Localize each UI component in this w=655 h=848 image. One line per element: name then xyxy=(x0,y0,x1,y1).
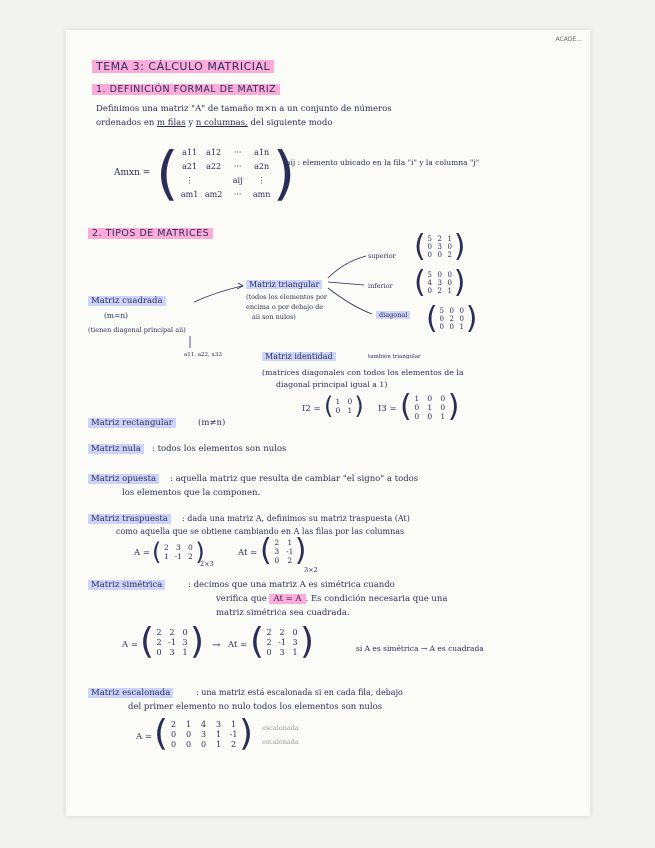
matrix-cell: 0 xyxy=(439,323,444,331)
matrix-cell: 3 xyxy=(182,637,188,647)
cuadrada-note: (tienen diagonal principal aii) xyxy=(88,326,186,334)
at-matrix xyxy=(260,533,307,568)
theme-title: TEMA 3: CÁLCULO MATRICIAL xyxy=(92,60,274,73)
matrix-cell: ⋮ xyxy=(257,175,266,185)
matrix-cell: 0 xyxy=(449,307,454,315)
esc-grid xyxy=(168,720,239,749)
definition-line1: Definimos una matriz "A" de tamaño m×n a un conjunto de números xyxy=(96,104,392,114)
matrix-cell: am1 xyxy=(180,189,199,199)
left-bracket: ( xyxy=(154,713,169,754)
matrix-cell: 1 xyxy=(182,647,188,657)
matrix-cell: 0 xyxy=(156,647,162,657)
cuadrada-eq: (m=n) xyxy=(104,311,129,320)
matrix-cell: -1 xyxy=(286,546,294,556)
matrix-cell: 0 xyxy=(459,307,464,315)
identidad-extra: también triangular xyxy=(368,354,421,360)
matrix-cell: 0 xyxy=(201,739,207,749)
matrix-cell: 2 xyxy=(287,555,293,565)
matrix-cell: 0 xyxy=(182,627,188,637)
matrix-cell: ⋮ xyxy=(185,175,194,185)
matrix-cell: 5 xyxy=(427,235,432,243)
matrix-cell: 0 xyxy=(266,647,272,657)
matrix-cell: a1n xyxy=(254,147,270,157)
matrix-cell: 0 xyxy=(437,251,442,259)
matrix-cell: 0 xyxy=(427,411,433,421)
matrix-cell: 0 xyxy=(171,729,177,739)
matrix-cell: 4 xyxy=(201,719,207,729)
aij-note: aij : elemento ubicado en la fila "i" y la columna "j" xyxy=(286,158,480,167)
matrix-cell: 3 xyxy=(201,729,207,739)
triangular-note-3: aii son nulos) xyxy=(252,313,296,321)
sim-note: si A es simétrica → A es cuadrada xyxy=(356,644,484,653)
matrix-cell: 0 xyxy=(437,271,442,279)
matrix-cell: 1 xyxy=(292,647,298,657)
section1-heading: 1. DEFINICIÓN FORMAL DE MATRIZ xyxy=(92,84,280,95)
esc-a-label: A = xyxy=(136,732,152,742)
identidad-note-2: diagonal principal igual a 1) xyxy=(276,380,388,389)
matrix-cell: 0 xyxy=(459,315,464,323)
matrix-cell: 2 xyxy=(231,739,237,749)
matrix-cell: -1 xyxy=(174,552,183,561)
matrix-cell: a22 xyxy=(206,161,222,171)
matrix-cell: 2 xyxy=(156,637,162,647)
i3-matrix xyxy=(400,389,460,424)
a-size: 2×3 xyxy=(200,560,214,568)
superior-label: superior xyxy=(368,252,396,260)
matrix-cell: 2 xyxy=(274,537,280,547)
matrix-cell: 1 xyxy=(427,402,433,412)
nula-text: : todos los elementos son nulos xyxy=(152,444,287,454)
def-rows: m filas xyxy=(157,118,186,128)
right-bracket: ) xyxy=(195,538,205,566)
matrix-cell: 0 xyxy=(447,279,452,287)
matrix-cell: 0 xyxy=(427,251,432,259)
matrix-cell: 1 xyxy=(447,235,452,243)
right-bracket: ) xyxy=(272,139,296,207)
matrix-cell: 1 xyxy=(287,537,293,547)
esc-note-1: escalonada xyxy=(262,724,299,732)
matrix-cell: 1 xyxy=(447,287,452,295)
matrix-cell: 0 xyxy=(274,555,280,565)
a-label: A = xyxy=(134,548,150,558)
nula-label: Matriz nula xyxy=(88,444,144,454)
matrix-cell: 0 xyxy=(427,393,433,403)
matrix-cell: aij xyxy=(232,175,243,185)
triangular-label: Matriz triangular xyxy=(246,280,322,289)
a-grid xyxy=(161,543,195,561)
matrix-cell: 1 xyxy=(459,323,464,331)
matrix-cell: 0 xyxy=(427,243,432,251)
matrix-cell: 2 xyxy=(266,627,272,637)
matrix-cell: ··· xyxy=(233,147,242,157)
matrix-cell: 2 xyxy=(437,235,442,243)
matrix-cell: 3 xyxy=(216,719,222,729)
matrix-cell: 2 xyxy=(447,251,452,259)
esc-note-2: escalonada xyxy=(262,738,299,746)
at-grid xyxy=(272,538,295,565)
left-bracket: ( xyxy=(156,139,179,207)
opuesta-text: : aquella matriz que resulta de cambiar "el signo" a todos xyxy=(170,474,419,484)
matrix-cell: 0 xyxy=(440,393,446,403)
escalonada-text: : una matriz está escalonada si en cada fila, debajo xyxy=(196,688,403,697)
matrix-cell: a2n xyxy=(254,161,270,171)
left-bracket: ( xyxy=(400,389,412,424)
rectangular-label: Matriz rectangular xyxy=(88,418,176,428)
matrix-cell: 1 xyxy=(440,411,446,421)
left-bracket: ( xyxy=(426,301,438,336)
matrix-cell: 3 xyxy=(437,279,442,287)
matrix-cell: 1 xyxy=(216,729,222,739)
matrix-cell: 0 xyxy=(414,402,420,412)
i2-label: I2 = xyxy=(302,404,321,414)
a-matrix xyxy=(152,540,205,564)
sim-text-c: . Es condición necesaria que una xyxy=(305,594,448,604)
matrix-cell: 2 xyxy=(187,552,193,561)
escalonada-text2: del primer elemento no nulo todos los elementos son nulos xyxy=(128,702,383,712)
i2-matrix xyxy=(324,394,364,418)
right-bracket: ) xyxy=(239,713,254,754)
sim-a-grid xyxy=(154,628,190,657)
right-bracket: ) xyxy=(453,265,466,300)
triangular-note-1: (todos los elementos por xyxy=(246,293,328,301)
inferior-label: inferior xyxy=(368,282,393,290)
matrix-cell: 0 xyxy=(171,739,177,749)
def-text-a: ordenados en xyxy=(96,118,158,128)
left-bracket: ( xyxy=(414,265,426,300)
matrix-cell: 2 xyxy=(156,627,162,637)
sim-a-matrix xyxy=(140,621,205,662)
sim-at-matrix xyxy=(250,621,315,662)
matrix-cell: 2 xyxy=(163,543,169,552)
matrix-cell: 0 xyxy=(335,406,341,415)
matrix-cell: 2 xyxy=(266,637,272,647)
matrix-cell: 1 xyxy=(163,552,169,561)
right-bracket: ) xyxy=(190,621,205,662)
matrix-cell: 5 xyxy=(427,271,432,279)
sim-condition: At = A xyxy=(269,594,305,604)
matrix-cell: 2 xyxy=(279,627,285,637)
opuesta-label: Matriz opuesta xyxy=(88,474,159,484)
simetrica-text2 xyxy=(216,594,447,604)
matrix-cell: 0 xyxy=(186,729,192,739)
right-bracket: ) xyxy=(465,301,478,336)
simetrica-text3: matriz simétrica sea cuadrada. xyxy=(216,608,350,618)
diag-elements: a11, a22, a33 xyxy=(184,352,222,358)
matrix-cell: 0 xyxy=(447,271,452,279)
matrix-cell: 3 xyxy=(437,243,442,251)
left-bracket: ( xyxy=(260,533,272,568)
matrix-cell: 1 xyxy=(414,393,420,403)
matrix-cell: 0 xyxy=(186,739,192,749)
matrix-cell: a21 xyxy=(182,161,198,171)
left-bracket: ( xyxy=(324,392,334,420)
right-bracket: ) xyxy=(294,533,307,568)
matrix-cell: 1 xyxy=(347,406,353,415)
matrix-cell: 1 xyxy=(216,739,222,749)
def-text-e: del siguiente modo xyxy=(247,118,333,128)
sim-at-grid xyxy=(264,628,300,657)
matrix-cell: 3 xyxy=(279,647,285,657)
matrix-cell: 0 xyxy=(427,287,432,295)
matrix-cell: 0 xyxy=(440,402,446,412)
notebook-page xyxy=(66,30,590,816)
identidad-label: Matriz identidad xyxy=(262,352,336,361)
right-bracket: ) xyxy=(354,392,364,420)
matrix-cell: -1 xyxy=(278,637,286,647)
matrix-cell: -1 xyxy=(229,729,238,739)
i3-grid xyxy=(412,394,448,421)
i3-label: I3 = xyxy=(378,404,397,414)
matrix-cell: 0 xyxy=(449,323,454,331)
amn-label: Amxn = xyxy=(114,168,151,178)
matrix-cell: amn xyxy=(252,189,271,199)
at-label: At = xyxy=(238,548,258,558)
esc-matrix xyxy=(154,713,254,754)
matrix-cell: 1 xyxy=(335,397,341,406)
left-bracket: ( xyxy=(250,621,265,662)
matrix-cell: 3 xyxy=(169,647,175,657)
matrix-cell: 3 xyxy=(292,637,298,647)
corner-tag: ACADE... xyxy=(555,36,582,43)
sim-arrow: → xyxy=(212,640,221,651)
def-cols: n columnas, xyxy=(195,118,248,128)
simetrica-label: Matriz simétrica xyxy=(88,580,165,590)
matrix-cell: 0 xyxy=(447,243,452,251)
cuadrada-label: Matriz cuadrada xyxy=(88,296,166,306)
def-text-c: y xyxy=(185,118,196,128)
matrix-cell: 0 xyxy=(292,627,298,637)
escalonada-label: Matriz escalonada xyxy=(88,688,173,698)
matrix-cell: 4 xyxy=(427,279,432,287)
matrix-cell: 3 xyxy=(175,543,181,552)
matrix-cell: 0 xyxy=(187,543,193,552)
section2-heading: 2. TIPOS DE MATRICES xyxy=(88,228,213,239)
left-bracket: ( xyxy=(140,621,155,662)
sim-at-label: At = xyxy=(228,640,248,650)
identidad-note-1: (matrices diagonales con todos los elementos de la xyxy=(262,368,464,377)
matrix-cell: a12 xyxy=(206,147,222,157)
matrix-cell: 2 xyxy=(169,627,175,637)
opuesta-text2: los elementos que la componen. xyxy=(122,488,261,498)
diagonal-label: diagonal xyxy=(376,311,410,319)
simetrica-text: : decimos que una matriz A es simétrica cuando xyxy=(188,580,395,590)
sim-text-a: verifica que xyxy=(216,594,270,604)
matrix-cell: 0 xyxy=(347,397,353,406)
right-bracket: ) xyxy=(453,229,466,264)
matrix-cell: 0 xyxy=(439,315,444,323)
left-bracket: ( xyxy=(152,538,162,566)
matrix-cell: 3 xyxy=(274,546,280,556)
matrix-cell: 5 xyxy=(439,307,444,315)
traspuesta-text: : dada una matriz A, definimos su matriz traspuesta (At) xyxy=(182,514,410,523)
matrix-cell: 2 xyxy=(437,287,442,295)
i2-grid xyxy=(333,397,354,415)
matrix-cell: -1 xyxy=(168,637,176,647)
matrix-cell: 1 xyxy=(231,719,237,729)
traspuesta-label: Matriz traspuesta xyxy=(88,514,171,524)
at-size: 3×2 xyxy=(304,566,318,574)
right-bracket: ) xyxy=(300,621,315,662)
matrix-cell: ··· xyxy=(233,189,242,199)
matrix-cell: 0 xyxy=(414,411,420,421)
matrix-cell: 2 xyxy=(449,315,454,323)
sim-a-label: A = xyxy=(122,640,138,650)
traspuesta-text2: como aquella que se obtiene cambiando en A las filas por las columnas xyxy=(116,527,405,536)
matrix-cell: a11 xyxy=(182,147,198,157)
rectangular-eq: (m≠n) xyxy=(198,418,226,428)
matrix-cell: am2 xyxy=(204,189,223,199)
right-bracket: ) xyxy=(447,389,460,424)
triangular-note-2: encima o por debajo de xyxy=(246,303,324,311)
matrix-cell: 1 xyxy=(186,719,192,729)
left-bracket: ( xyxy=(414,229,426,264)
matrix-cell: 2 xyxy=(171,719,177,729)
matrix-cell: ··· xyxy=(233,161,242,171)
